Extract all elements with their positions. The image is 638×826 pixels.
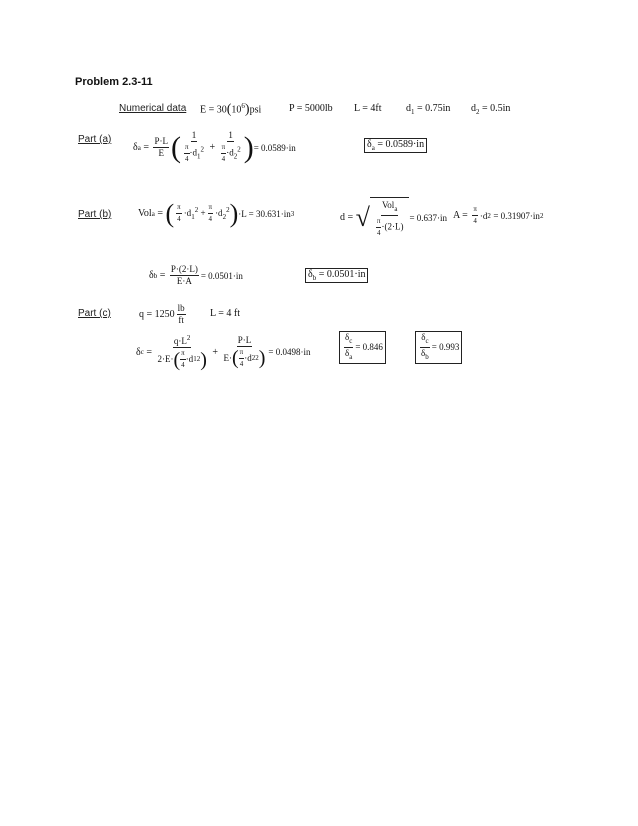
d1-value: $d_1 = 0.75in$ <box>406 103 451 116</box>
part-c-load-intensity: q = 1250 $\frac{lb}{ft}$ <box>139 303 185 325</box>
part-c-label: Part (c) <box>78 308 111 319</box>
part-c-deflection-equation: δ c = $q\cdot L^2$ 2·E· ( $\frac{\pi}{4}$ ·d 1 2 ) + P·L E· ( $\frac{\pi}{4}$ ·d 2 2 ) = 0.0498·in <box>136 334 311 371</box>
p-value: P = 5000lb <box>289 103 333 114</box>
part-a-boxed-result: $\delta_a = 0.0589\cdot in$ <box>364 138 427 153</box>
part-b-boxed-result: $\delta_b = 0.0501\cdot in$ <box>305 268 368 283</box>
part-c-ratio-b-box: $\frac{\delta_c}{\delta_b}$ = 0.993 <box>415 331 462 364</box>
e-value: $E = 30(10^6)psi$ <box>200 101 262 117</box>
part-b-diameter-equation: d = √ Vol$_a$ $\frac{\pi}{4}$ ·(2·L) = 0.637·in <box>340 197 447 239</box>
l-value: L = 4ft <box>354 103 382 114</box>
part-c-length: L = 4 ft <box>210 308 240 319</box>
part-a-equation: δ a = $\frac{P\cdot L}{E}$ ( 1 $\frac{\pi}{4}$ $\cdot d_1^2$ + 1 $\frac{\pi}{4}$ $\cdot d_2^2$ ) = 0.0589·in <box>133 130 296 164</box>
numerical-data-label: Numerical data <box>119 103 187 114</box>
part-b-deflection-equation: δ b = $\frac{P\cdot(2\cdot L)}{E\cdot A}$ = 0.0501·in <box>149 264 243 286</box>
part-a-label: Part (a) <box>78 134 112 145</box>
part-b-label: Part (b) <box>78 209 112 220</box>
part-c-ratio-a-box: $\frac{\delta_c}{\delta_a}$ = 0.846 <box>339 331 386 364</box>
part-b-area-equation: A = $\frac{\pi}{4}$ ·d 2 = 0.31907·in 2 <box>453 205 544 225</box>
part-b-volume-equation: Vol a = ( $\frac{\pi}{4}$ $\cdot d_1^2$ + $\frac{\pi}{4}$ $\cdot d_2^2$ ) ·L = 30.631·in 3 <box>138 198 295 228</box>
problem-title: Problem 2.3-11 <box>75 76 153 88</box>
d2-value: $d_2 = 0.5in$ <box>471 103 511 116</box>
